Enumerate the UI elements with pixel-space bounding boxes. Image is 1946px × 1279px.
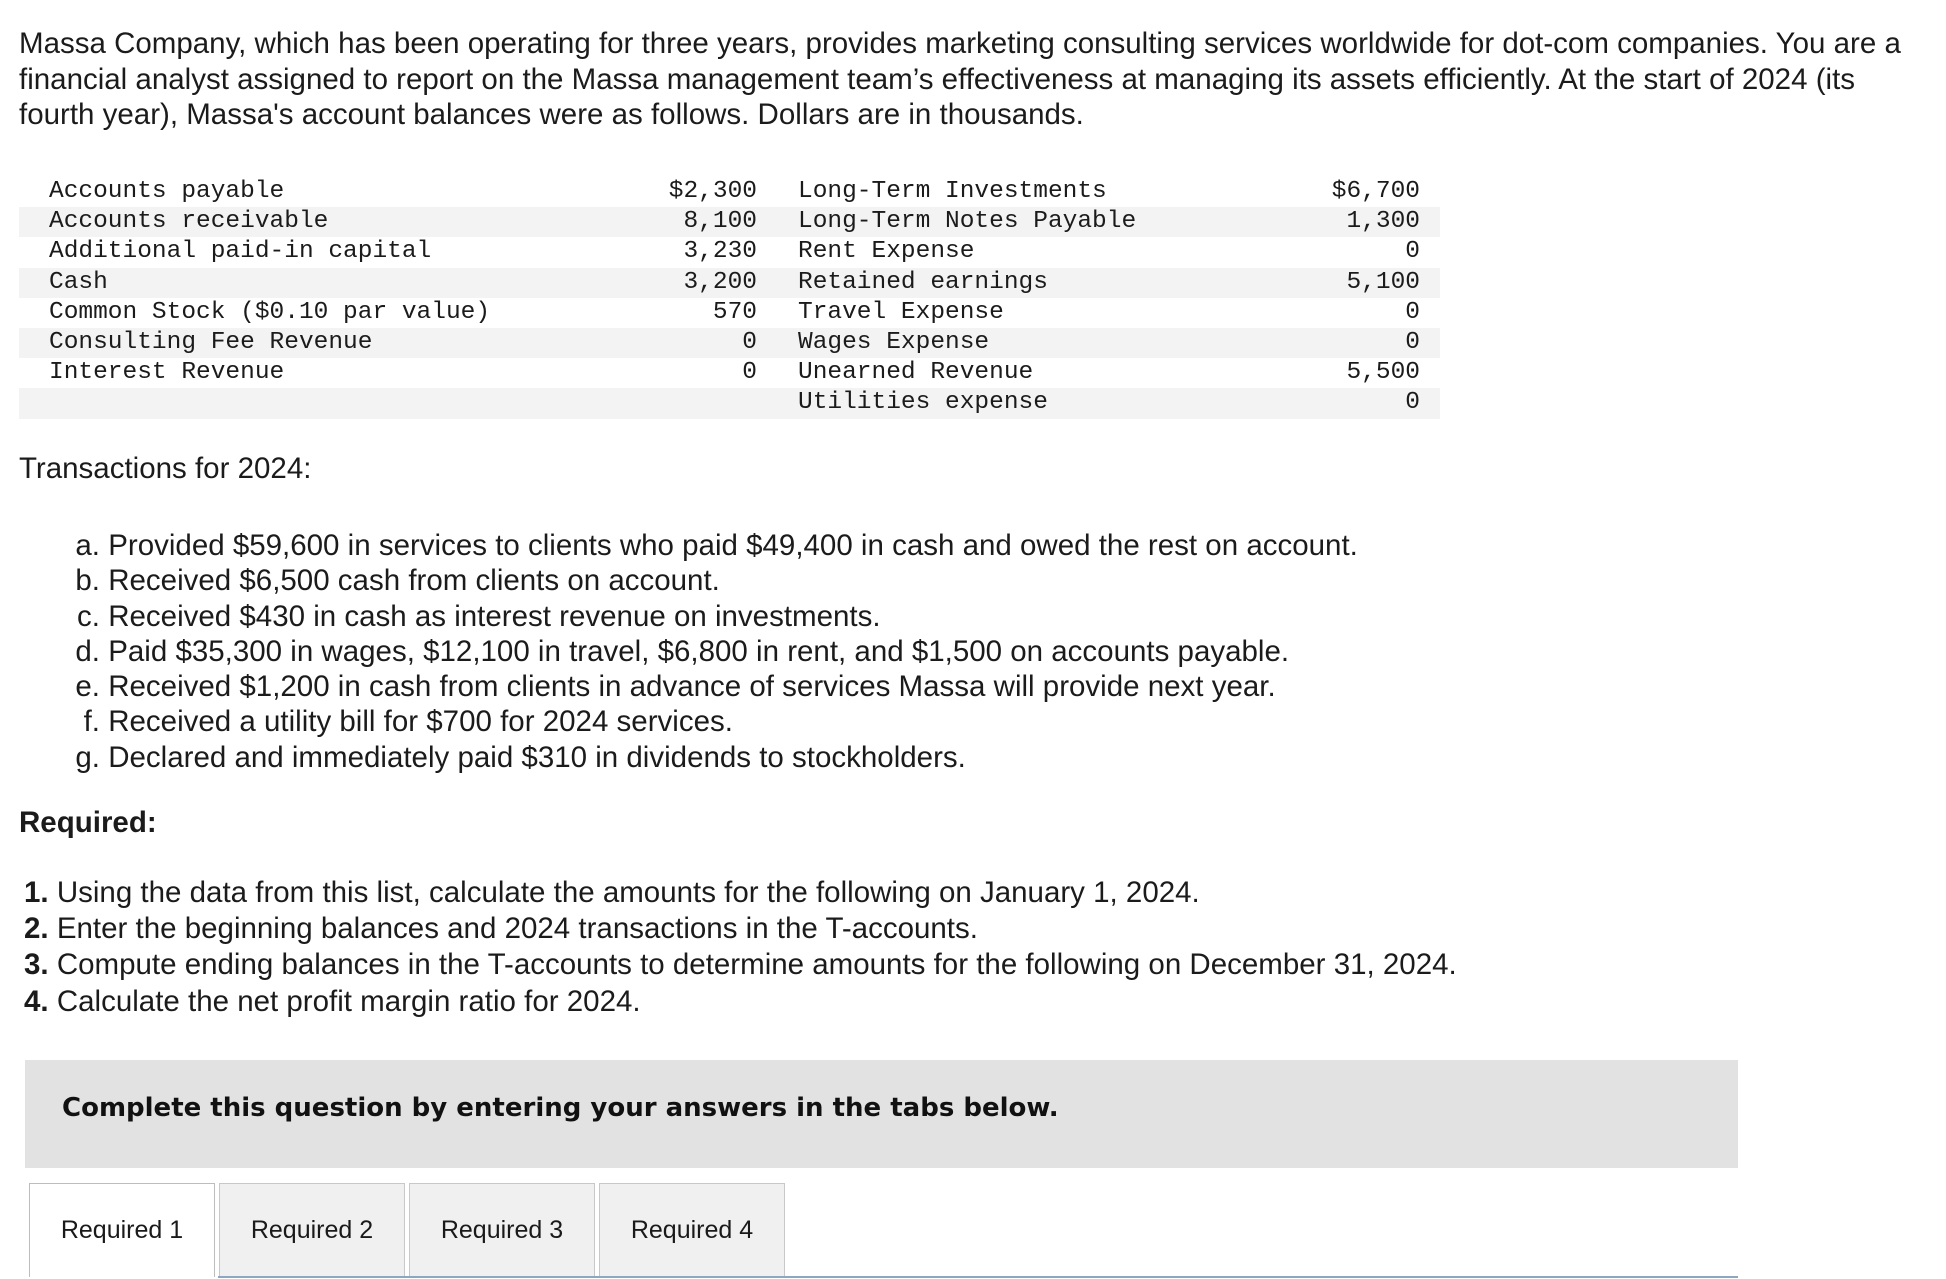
list-item xyxy=(64,669,1358,704)
transaction-text: Provided $59,600 in services to clients who paid $49,400 in cash and owed the rest on account. xyxy=(108,529,1358,562)
left-account-name: Common Stock ($0.10 par value) xyxy=(49,298,491,326)
transaction-text: Received $6,500 cash from clients on account. xyxy=(108,564,720,598)
required-number: 2. xyxy=(24,912,49,946)
transaction-marker: g. xyxy=(75,740,100,774)
required-list xyxy=(24,875,1457,1020)
list-item xyxy=(24,984,1457,1020)
right-account-amount: 5,100 xyxy=(1268,268,1440,298)
left-account-name: Accounts payable xyxy=(49,178,285,205)
list-item xyxy=(64,634,1358,669)
tab-required-4[interactable]: Required 4 xyxy=(599,1183,785,1277)
left-account-name: Cash xyxy=(19,268,619,298)
right-account-amount: 0 xyxy=(1405,298,1420,326)
transaction-marker: b. xyxy=(75,564,100,598)
required-tabs xyxy=(29,1183,785,1279)
left-account-name: Interest Revenue xyxy=(49,359,285,387)
transaction-marker: f. xyxy=(83,705,100,739)
account-balances-table xyxy=(19,177,1440,419)
list-item xyxy=(64,528,1358,563)
transactions-heading: Transactions for 2024: xyxy=(19,452,312,485)
left-account-amount: 570 xyxy=(712,298,757,326)
required-number: 1. xyxy=(24,876,49,909)
table-row xyxy=(19,328,1440,358)
list-item xyxy=(64,740,1358,775)
instruction-text: Complete this question by entering your answers in the tabs below. xyxy=(62,1093,1059,1123)
required-text: Enter the beginning balances and 2024 transactions in the T-accounts. xyxy=(56,912,978,946)
left-account-amount xyxy=(619,388,757,418)
list-item xyxy=(64,599,1358,634)
tabs-divider xyxy=(218,1276,1738,1278)
table-row xyxy=(19,177,1440,207)
required-text: Compute ending balances in the T-accounts to determine amounts for the following on December 31, 2024. xyxy=(56,948,1457,982)
list-item xyxy=(64,563,1358,598)
tab-required-1[interactable]: Required 1 xyxy=(29,1183,215,1277)
required-text: Using the data from this list, calculate the amounts for the following on January 1, 2024. xyxy=(56,876,1200,909)
right-account-name: Retained earnings xyxy=(757,268,1268,298)
right-account-name: Long-Term Notes Payable xyxy=(757,207,1268,237)
list-item xyxy=(64,704,1358,739)
transaction-marker: d. xyxy=(75,634,100,668)
transaction-text: Received $430 in cash as interest revenue on investments. xyxy=(108,599,881,633)
instruction-banner xyxy=(25,1060,1738,1168)
transactions-list xyxy=(64,528,1358,775)
right-account-amount: 1,300 xyxy=(1268,207,1440,237)
right-account-amount: $6,700 xyxy=(1331,178,1420,205)
transaction-text: Received a utility bill for $700 for 2024 services. xyxy=(108,705,733,739)
right-account-name: Rent Expense xyxy=(798,238,975,266)
list-item xyxy=(24,947,1457,983)
left-account-name: Additional paid-in capital xyxy=(49,238,432,266)
left-account-name: Consulting Fee Revenue xyxy=(19,328,619,358)
table-row xyxy=(19,298,1440,328)
table-row xyxy=(19,358,1440,388)
right-account-name: Travel Expense xyxy=(798,298,1004,326)
left-account-amount: 0 xyxy=(619,328,757,358)
tab-required-2[interactable]: Required 2 xyxy=(219,1183,405,1277)
list-item xyxy=(24,875,1457,911)
left-account-name xyxy=(19,388,619,418)
left-account-amount: 3,200 xyxy=(619,268,757,298)
left-account-amount: 8,100 xyxy=(619,207,757,237)
transaction-marker: e. xyxy=(75,670,100,704)
right-account-name: Wages Expense xyxy=(757,328,1268,358)
transaction-marker: a. xyxy=(75,529,100,562)
right-account-name: Long-Term Investments xyxy=(798,178,1107,205)
table-row xyxy=(19,388,1440,418)
table-row xyxy=(19,237,1440,267)
transaction-text: Received $1,200 in cash from clients in advance of services Massa will provide next year. xyxy=(108,670,1276,704)
transaction-marker: c. xyxy=(77,599,100,633)
right-account-amount: 5,500 xyxy=(1346,359,1420,387)
list-item xyxy=(24,911,1457,947)
required-text: Calculate the net profit margin ratio for 2024. xyxy=(56,984,641,1018)
intro-paragraph: Massa Company, which has been operating for three years, provides marketing consulting services worldwide for dot-com companies. You are a financial analyst assigned to report on the Massa management team’s effectiveness at managing its assets efficiently. At the start of 2024 (its fourth year), Massa's account balances were as follows. Dollars are in thousands. xyxy=(19,27,1901,131)
left-account-amount: 3,230 xyxy=(683,238,757,266)
required-number: 4. xyxy=(24,984,49,1018)
left-account-amount: $2,300 xyxy=(668,178,757,205)
right-account-amount: 0 xyxy=(1405,238,1420,266)
left-account-name: Accounts receivable xyxy=(19,207,619,237)
required-number: 3. xyxy=(24,948,49,982)
left-account-amount: 0 xyxy=(742,359,757,387)
table-row xyxy=(19,268,1440,298)
tab-required-3[interactable]: Required 3 xyxy=(409,1183,595,1277)
table-row xyxy=(19,207,1440,237)
right-account-name: Unearned Revenue xyxy=(798,359,1034,387)
transaction-text: Paid $35,300 in wages, $12,100 in travel, $6,800 in rent, and $1,500 on accounts payable. xyxy=(108,634,1290,668)
required-heading: Required: xyxy=(19,806,157,839)
transaction-text: Declared and immediately paid $310 in dividends to stockholders. xyxy=(108,740,966,774)
right-account-name: Utilities expense xyxy=(757,388,1268,418)
right-account-amount: 0 xyxy=(1268,328,1440,358)
right-account-amount: 0 xyxy=(1268,388,1440,418)
